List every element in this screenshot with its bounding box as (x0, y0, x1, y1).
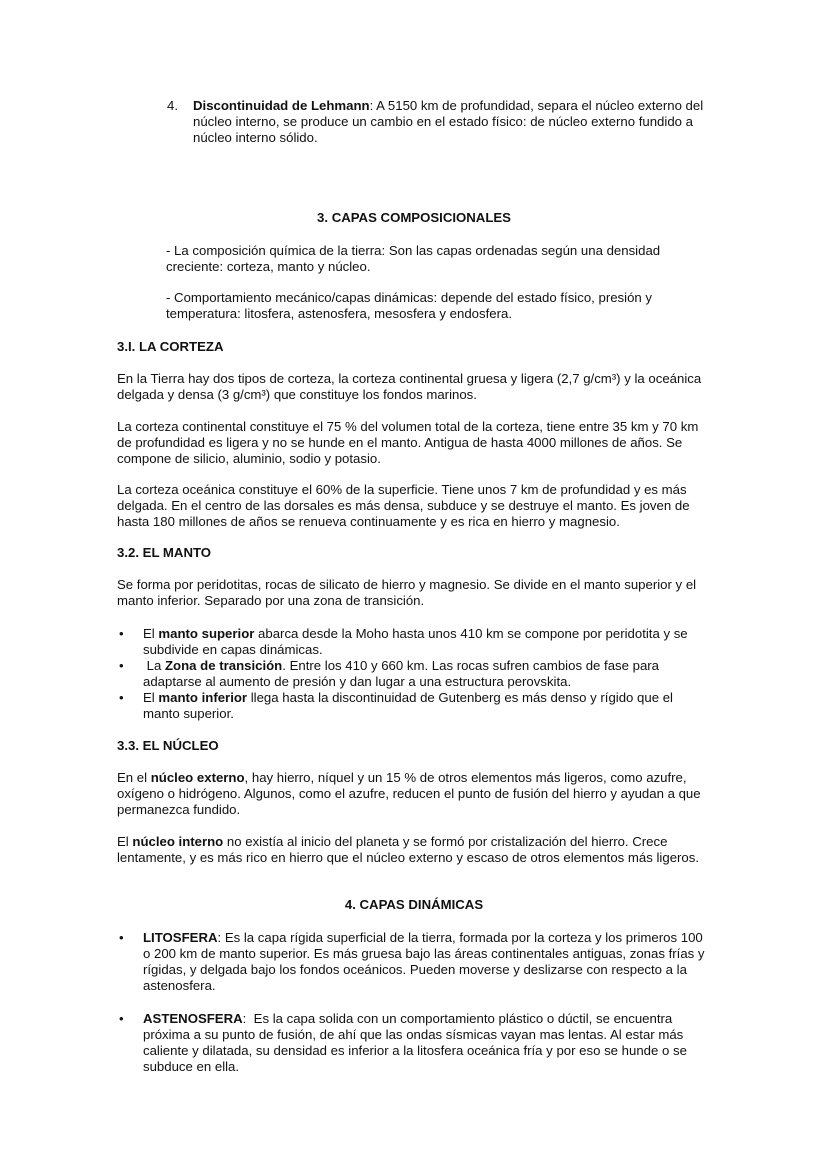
list-number: 4. (167, 98, 178, 113)
text-run: : A 5150 km de profundidad, separa el núcleo externo del (369, 98, 704, 113)
text-run: La (143, 658, 165, 673)
text-run: astenosfera. (143, 978, 216, 993)
bold-term: núcleo interno (132, 834, 224, 849)
text-run: La corteza continental constituye el 75 % del volumen total de la corteza, tiene entre 35 km y 70 km (117, 419, 699, 434)
text-line (117, 419, 698, 435)
text-run: llega hasta la discontinuidad de Gutenberg es más denso y rígido que el (247, 690, 673, 705)
text-line (143, 690, 673, 706)
text-line (143, 1059, 239, 1075)
text-run: adaptarse al aumento de presión y dan lugar a una estructura perovskita. (143, 674, 572, 689)
text-line (143, 642, 323, 658)
text-line (143, 658, 659, 674)
text-run: : Es la capa rígida superficial de la tierra, formada por la corteza y los primeros 100 (217, 930, 703, 945)
section-heading: 3.2. EL MANTO (117, 545, 212, 560)
text-run: compone de silicio, aluminio, sodio y potasio. (117, 451, 381, 466)
text-line (143, 674, 571, 690)
text-line (143, 706, 234, 722)
text-line (117, 593, 424, 609)
bold-term: núcleo externo (150, 770, 245, 785)
text-line (166, 259, 371, 275)
text-line (117, 577, 696, 593)
text-line (143, 1043, 687, 1059)
text-line (166, 306, 512, 322)
text-run: rígidas, y delgada bajo los fondos oceánicos. Pueden moverse y deslizarse con respecto a la (143, 962, 687, 977)
section-heading: 3.I. LA CORTEZA (117, 339, 224, 354)
bullet-icon: • (119, 626, 124, 641)
text-run: delgada y densa (3 g/cm³) que constituye los fondos marinos. (117, 387, 477, 402)
text-line (143, 1011, 672, 1027)
text-line (117, 834, 667, 850)
text-line (143, 962, 687, 978)
text-run: El (143, 690, 159, 705)
text-line (193, 98, 703, 114)
text-run: de profundidad es ligera y no se hunde en el manto. Antigua de hasta 4000 millones de años. Se (117, 435, 683, 450)
section-heading: 3.3. EL NÚCLEO (117, 738, 219, 753)
text-line (193, 114, 693, 130)
text-run: manto superior. (143, 706, 234, 721)
text-line (117, 498, 690, 514)
text-line (143, 930, 703, 946)
text-run: próxima a su punto de fusión, de ahí que las ondas sísmicas vayan mas lentas. Al estar más (143, 1027, 684, 1042)
bullet-icon: • (119, 930, 124, 945)
bold-term: LITOSFERA (143, 930, 218, 945)
text-line (117, 451, 381, 467)
text-line (117, 387, 477, 403)
text-line (166, 243, 660, 259)
section-heading: 4. CAPAS DINÁMICAS (344, 897, 484, 912)
text-run: o 200 km de manto superior. Es más gruesa bajo las áreas continentales antiguas, zonas frías y (143, 946, 705, 961)
text-line (143, 626, 688, 642)
text-run: subduce en ella. (143, 1059, 240, 1074)
text-line (193, 130, 318, 146)
text-run: , hay hierro, níquel y un 15 % de otros elementos más ligeros, como azufre, (244, 770, 687, 785)
bullet-icon: • (119, 1011, 124, 1026)
text-line (117, 802, 240, 818)
text-line (117, 435, 682, 451)
text-run: - Comportamiento mecánico/capas dinámicas: depende del estado físico, presión y (166, 290, 652, 305)
text-run: En el (117, 770, 151, 785)
text-line (117, 514, 620, 530)
bold-term: Zona de transición (165, 658, 283, 673)
text-run: El (117, 834, 133, 849)
text-line (117, 850, 699, 866)
text-run: no existía al inicio del planeta y se formó por cristalización del hierro. Crece (223, 834, 668, 849)
text-run: La corteza oceánica constituye el 60% de la superficie. Tiene unos 7 km de profundidad y es más (117, 482, 687, 497)
text-line (117, 786, 701, 802)
text-line (117, 482, 687, 498)
bullet-icon: • (119, 690, 124, 705)
text-run: temperatura: litosfera, astenosfera, mesosfera y endosfera. (166, 306, 512, 321)
text-run: creciente: corteza, manto y núcleo. (166, 259, 371, 274)
text-line (143, 1027, 683, 1043)
text-line (166, 290, 652, 306)
text-run: En la Tierra hay dos tipos de corteza, la corteza continental gruesa y ligera (2,7 g/cm³) y la oceánica (117, 371, 702, 386)
text-run: subdivide en capas dinámicas. (143, 642, 323, 657)
text-run: El (143, 626, 159, 641)
text-line (117, 371, 701, 387)
text-run: oxígeno o hidrógeno. Algunos, como el azufre, reducen el punto de fusión del hierro y ayudan a que (117, 786, 701, 801)
text-line (117, 770, 687, 786)
text-run: Se forma por peridotitas, rocas de silicato de hierro y magnesio. Se divide en el manto superior y el (117, 577, 697, 592)
text-run: abarca desde la Moho hasta unos 410 km se compone por peridotita y se (254, 626, 688, 641)
text-line (143, 946, 705, 962)
text-run: : Es la capa solida con un comportamiento plástico o dúctil, se encuentra (242, 1011, 673, 1026)
text-run: núcleo interno sólido. (193, 130, 318, 145)
text-run: - La composición química de la tierra: Son las capas ordenadas según una densidad (166, 243, 661, 258)
text-run: delgada. En el centro de las dorsales es más densa, subduce y se destruye el manto. Es joven de (117, 498, 690, 513)
bold-term: manto inferior (158, 690, 248, 705)
bullet-icon: • (119, 658, 124, 673)
section-heading: 3. CAPAS COMPOSICIONALES (317, 210, 511, 225)
bold-term: manto superior (158, 626, 255, 641)
bold-term: ASTENOSFERA (143, 1011, 243, 1026)
text-run: núcleo interno, se produce un cambio en el estado físico: de núcleo externo fundido a (193, 114, 693, 129)
text-run: caliente y dilatada, su densidad es inferior a la litosfera oceánica fría y por eso se hunde o se (143, 1043, 687, 1058)
text-run: . Entre los 410 y 660 km. Las rocas sufren cambios de fase para (282, 658, 660, 673)
text-run: lentamente, y es más rico en hierro que el núcleo externo y escaso de otros elementos más ligeros. (117, 850, 700, 865)
text-line (143, 978, 216, 994)
bold-term: Discontinuidad de Lehmann (193, 98, 370, 113)
text-run: permanezca fundido. (117, 802, 241, 817)
text-run: hasta 180 millones de años se renueva continuamente y es rica en hierro y magnesio. (117, 514, 620, 529)
text-run: manto inferior. Separado por una zona de transición. (117, 593, 425, 608)
